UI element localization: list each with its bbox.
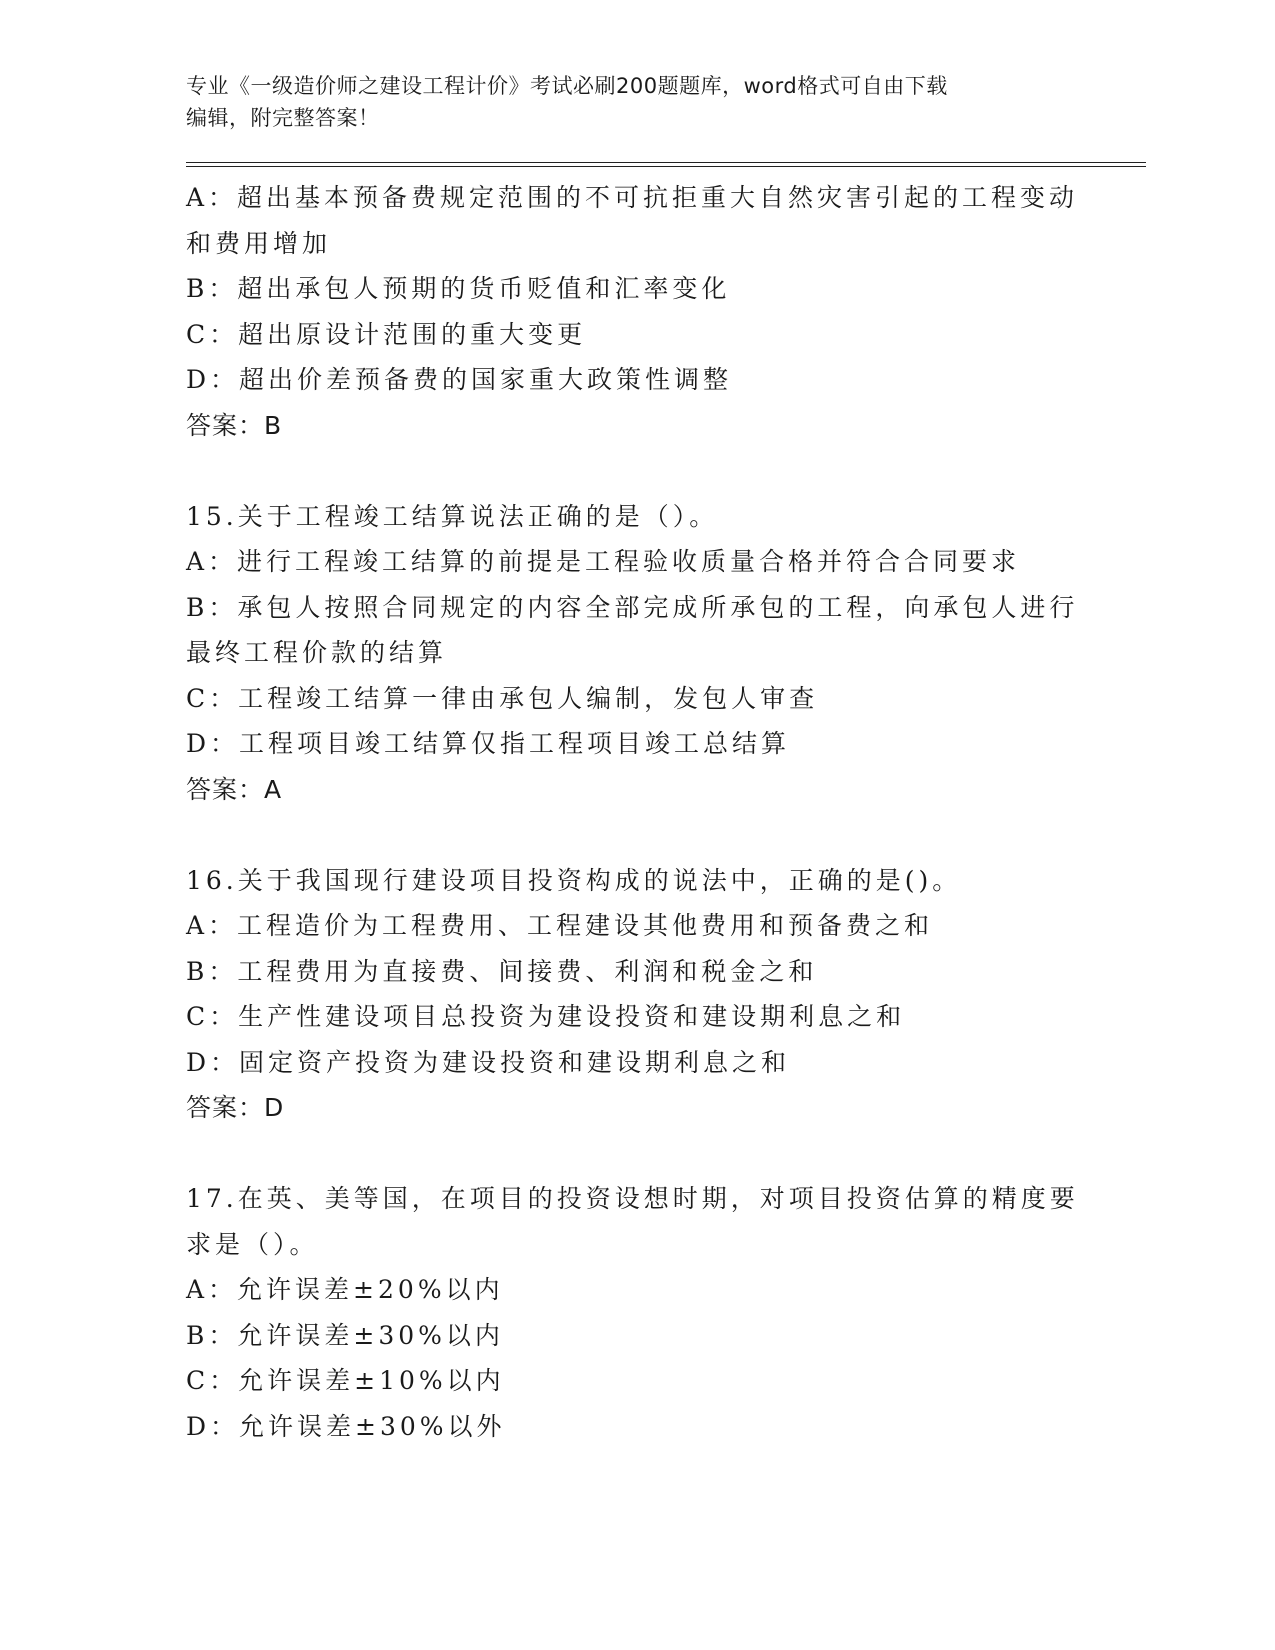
option-a: A：允许误差±20%以内: [186, 1275, 504, 1304]
option-b: B：允许误差±30%以内: [186, 1320, 504, 1350]
divider-line-top: [186, 162, 1146, 163]
question-17: [186, 1176, 1146, 1449]
option-b-continued: 最终工程价款的结算: [186, 638, 448, 667]
question-stem: 15.关于工程竣工结算说法正确的是（）。: [186, 501, 719, 531]
option-c: C：工程竣工结算一律由承包人编制，发包人审查: [186, 683, 819, 713]
question-16: [186, 858, 1146, 1131]
option-a-continued: 和费用增加: [186, 228, 332, 258]
option-c: C：允许误差±10%以内: [186, 1366, 505, 1395]
question-15: [186, 494, 1146, 813]
header-divider: [186, 162, 1146, 167]
answer: 答案：B: [186, 410, 283, 440]
option-c: C：生产性建设项目总投资为建设投资和建设期利息之和: [186, 1002, 906, 1031]
option-b: B：工程费用为直接费、间接费、利润和税金之和: [186, 956, 818, 986]
question-stem: 16.关于我国现行建设项目投资构成的说法中，正确的是()。: [186, 865, 962, 895]
spacer: [186, 812, 1146, 858]
document-header: [186, 70, 1066, 134]
answer: 答案：D: [186, 1093, 285, 1122]
header-line-1: 专业《一级造价师之建设工程计价》考试必刷200题题库，word格式可自由下载: [186, 74, 948, 98]
option-a: A：工程造价为工程费用、工程建设其他费用和预备费之和: [186, 911, 934, 940]
spacer: [186, 448, 1146, 494]
spacer: [186, 1131, 1146, 1177]
option-c: C：超出原设计范围的重大变更: [186, 319, 587, 349]
option-a: A：超出基本预备费规定范围的不可抗拒重大自然灾害引起的工程变动: [186, 183, 1079, 212]
question-stem: 17.在英、美等国，在项目的投资设想时期，对项目投资估算的精度要: [186, 1184, 1079, 1213]
question-stem-continued: 求是（）。: [186, 1229, 319, 1259]
option-d: D：允许误差±30%以外: [186, 1411, 506, 1441]
header-line-2: 编辑，附完整答案！: [186, 106, 380, 130]
document-page: [186, 70, 1146, 1449]
divider-line-bottom: [186, 166, 1146, 167]
option-b: B：超出承包人预期的货币贬值和汇率变化: [186, 274, 731, 303]
question-list: [186, 175, 1146, 1449]
option-a: A：进行工程竣工结算的前提是工程验收质量合格并符合合同要求: [186, 547, 1021, 576]
answer: 答案：A: [186, 774, 283, 804]
option-d: D：超出价差预备费的国家重大政策性调整: [186, 365, 733, 394]
option-d: D：固定资产投资为建设投资和建设期利息之和: [186, 1047, 791, 1077]
question-14: [186, 175, 1146, 448]
option-b: B：承包人按照合同规定的内容全部完成所承包的工程，向承包人进行: [186, 592, 1079, 622]
option-d: D：工程项目竣工结算仅指工程项目竣工总结算: [186, 729, 791, 758]
